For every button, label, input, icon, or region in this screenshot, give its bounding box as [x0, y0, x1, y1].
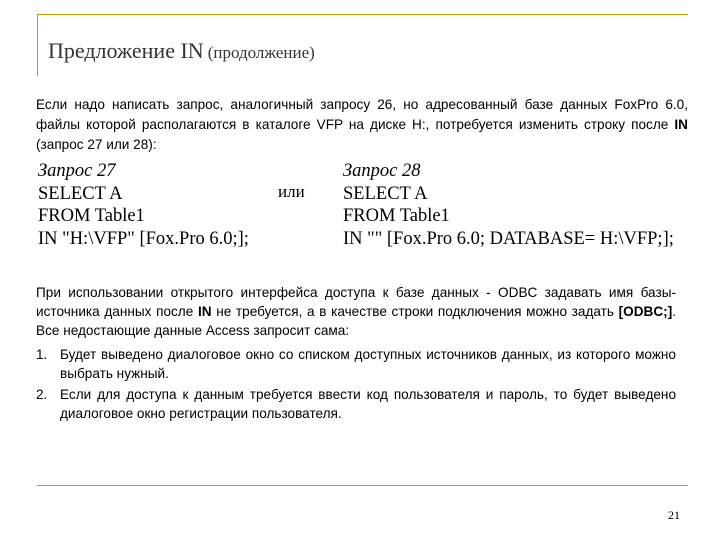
list-item-number: 1.: [36, 347, 48, 362]
title-sub: (продолжение): [207, 43, 315, 62]
list-item-text: Если для доступа к данным требуется ввести код пользователя и пароль, то будет выведено диалоговое окно регистрации пользователя.: [60, 387, 676, 421]
intro-text-1: Если надо написать запрос, аналогичный запросу 26, но адресованный базе данных FoxPro 6.0, файлы которой располагаются в каталоге VFP на диске H:, потребуется изменить строку после: [36, 97, 688, 132]
odbc-paragraph: [36, 283, 676, 340]
query-28-title: Запрос 28: [343, 161, 421, 181]
top-rule: [37, 14, 688, 15]
query-28: [343, 160, 674, 250]
title-main: Предложение IN: [48, 38, 204, 63]
odbc-keyword: [ODBC;]: [618, 304, 673, 319]
list-item: [36, 345, 676, 383]
intro-in-keyword: IN: [674, 117, 688, 132]
slide-title: [48, 38, 315, 64]
left-rule: [37, 14, 38, 76]
or-connector: или: [278, 182, 305, 201]
numbered-list: [36, 345, 676, 425]
odbc-text-1: При использовании открытого интерфейса доступа к базе данных - ODBC задавать имя базы-источника данных после: [36, 285, 676, 319]
odbc-text-2: не требуется, а в качестве строки подключения можно задать: [211, 304, 619, 319]
query-27-line-1: SELECT A: [38, 183, 123, 204]
list-item: [36, 385, 676, 423]
query-28-line-3: IN "" [Fox.Pro 6.0; DATABASE= H:\VFP;];: [343, 228, 674, 249]
intro-text-2: (запрос 27 или 28):: [36, 137, 157, 152]
page-number: 21: [668, 508, 680, 522]
intro-paragraph: [36, 95, 688, 155]
list-item-text: Будет выведено диалоговое окно со списком доступных источников данных, из которого можно выбрать нужный.: [60, 347, 676, 381]
odbc-text-3: . Все недостающие данные Access запросит сама:: [36, 304, 676, 338]
list-item-number: 2.: [36, 387, 48, 402]
query-28-line-2: FROM Table1: [343, 206, 450, 226]
query-27-line-3: IN "H:\VFP" [Fox.Pro 6.0;];: [38, 228, 249, 249]
bottom-rule: [37, 485, 688, 486]
query-27: [38, 160, 249, 250]
query-27-line-2: FROM Table1: [38, 206, 145, 226]
query-28-line-1: SELECT A: [343, 183, 428, 204]
odbc-in-keyword: IN: [197, 304, 212, 319]
query-27-title: Запрос 27: [38, 161, 116, 181]
